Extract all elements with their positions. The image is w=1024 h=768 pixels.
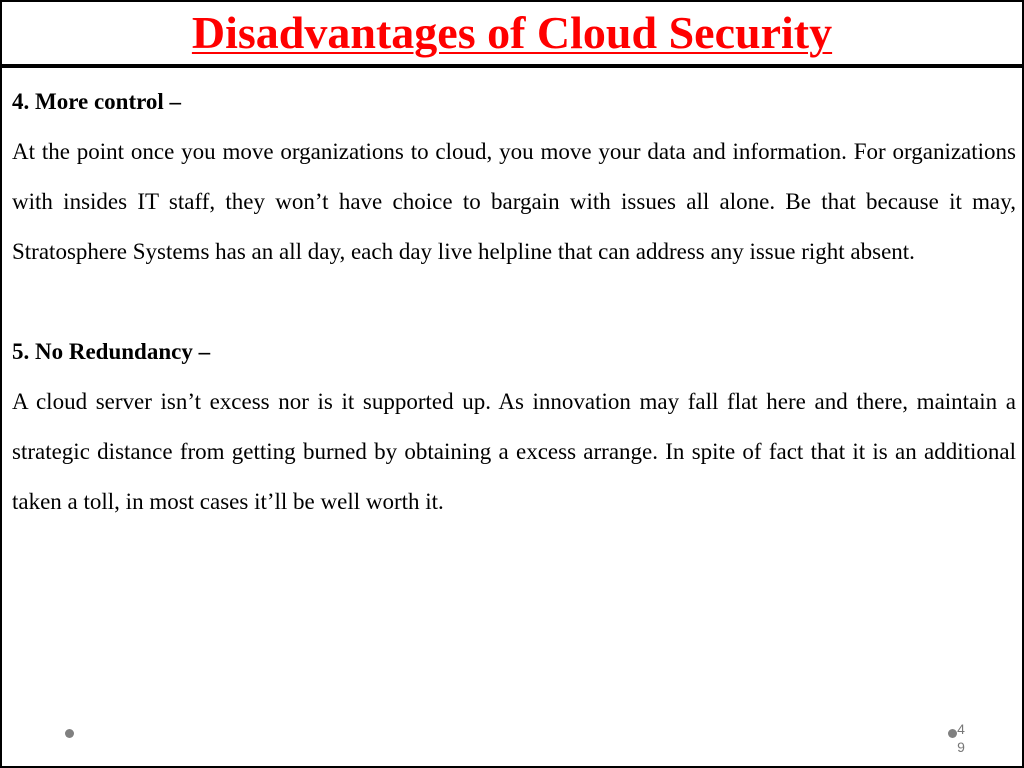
section-body-more-control: At the point once you move organizations to cloud, you move your data and information. For organizations with insides IT staff, they won’t have choice to bargain with issues all alone. Be that because it may, Stratosphere Systems has an all day, each day live helpline that can address any issue right absent. (12, 139, 1016, 264)
page-number-line1: 4 (957, 721, 965, 737)
slide-title: Disadvantages of Cloud Security (191, 7, 833, 58)
bullet-dot-icon (65, 729, 74, 738)
section-heading-no-redundancy: 5. No Redundancy – (12, 339, 211, 364)
page-number (953, 720, 969, 756)
title-divider (2, 64, 1022, 68)
title-bar (2, 2, 1022, 64)
section-heading-more-control: 4. More control – (12, 89, 182, 114)
slide-content (12, 77, 1016, 527)
section-body-no-redundancy: A cloud server isn’t excess nor is it supported up. As innovation may fall flat here and there, maintain a strategic distance from getting burned by obtaining a excess arrange. In spite of fact that it is an additional taken a toll, in most cases it’ll be well worth it. (12, 389, 1016, 514)
page-number-line2: 9 (957, 739, 965, 755)
section-spacer (12, 277, 1016, 327)
